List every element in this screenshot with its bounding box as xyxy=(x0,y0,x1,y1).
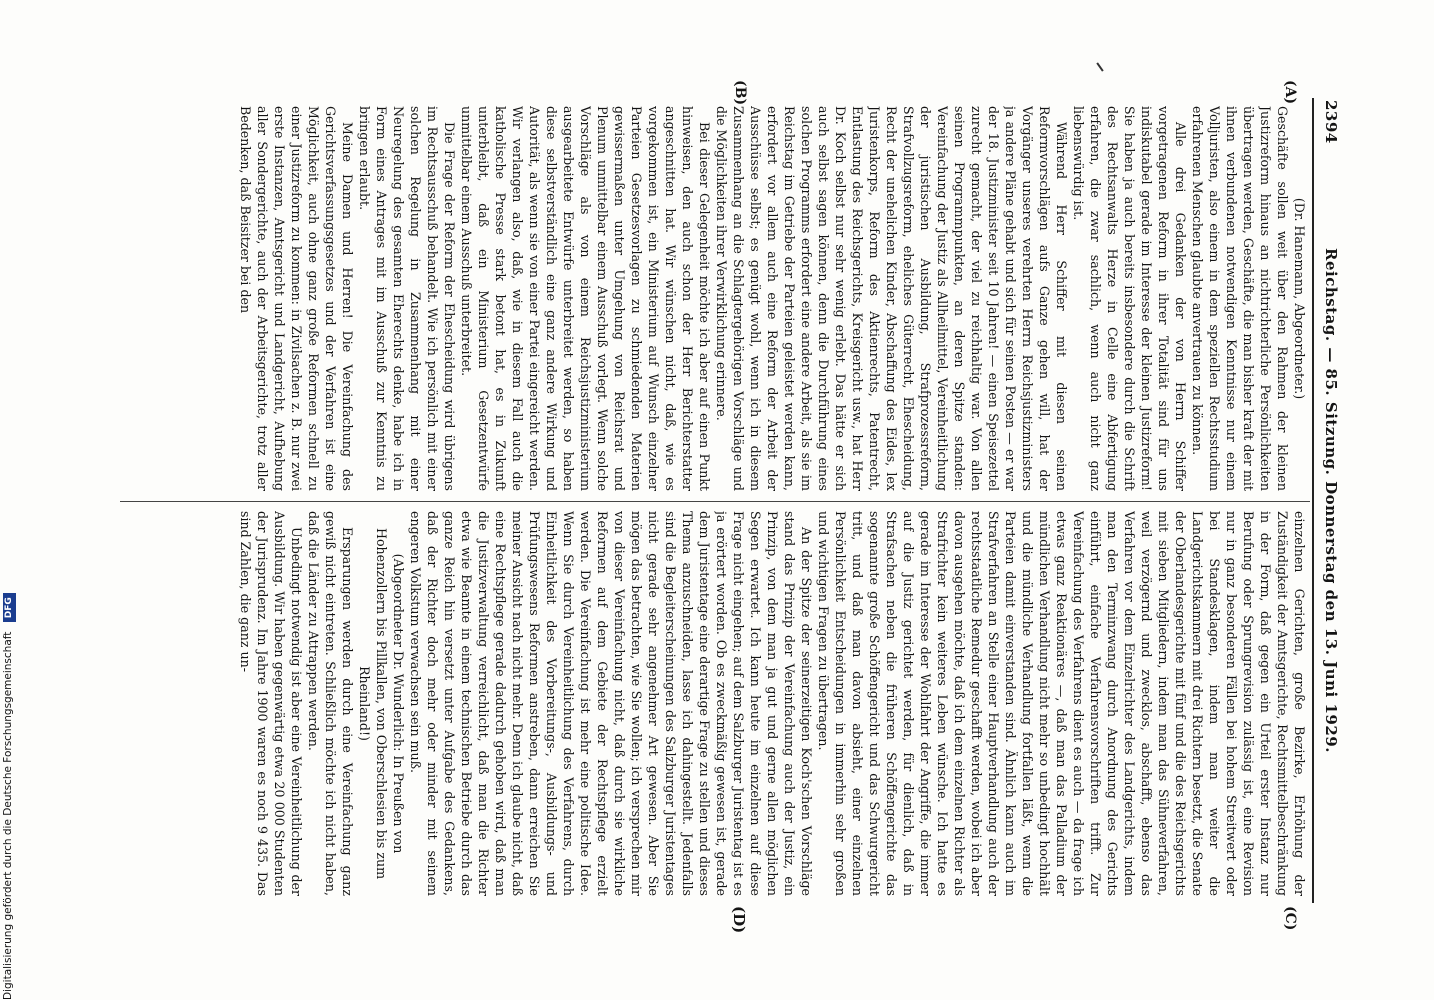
paragraph: An der Spitze der seinerzeitigen Koch'schen Vorschläge stand das Prinzip der Vereinfachung auch der Justiz, ein Prinzip, von dem man ja gut und gerne allen möglichen Segen erwartet. Ich kann heute im einzelnen auf diese Frage nicht eingehen; auf dem Salzburger Juristentag ist es ja erörtert worden. Ob es zweckmäßig gewesen ist, gerade dem Juristentage eine derartige Frage zu stellen und dieses Thema anzuschneiden, lasse ich dahingestellt. Jedenfalls sind die Begleiterscheinungen des Salzburger Juristentages nicht gerade sehr angenehmer Art gewesen. Aber Sie mögen das betrachten, wie Sie wollen; ich versprechen mir von dieser Vereinfachung nicht, daß durch sie wirkliche Reformen auf dem Gebiete der Rechtspflege erzielt werden. Die Vereinfachung ist mehr eine politische Idee. Wenn Sie durch Vereinheitlichung des Verfahrens, durch Einheitlichkeit des Vorbereitungs-, Ausbildungs- und Prüfungswesens Reformen anstreben, dann erreichen Sie meiner Ansicht nach nicht mehr. Denn ich glaube nicht, daß eine Rechtspflege gerade dadurch gehoben wird, daß man die Justizverwaltung verreichlicht, daß man die Richter etwa wie Beamte in einem technischen Betriebe durch das ganze Reich hin versetzt unter Aufgabe des Gedankens, daß der Richter doch mehr oder minder mit seinem engeren Volkstum verwachsen sein muß. xyxy=(408,511,814,896)
credit-text: Digitalisierung gefördert durch die Deutsche Forschungsgemeinschaft xyxy=(2,631,14,1000)
page-header xyxy=(1318,98,1340,903)
margin-marker-a: (A) xyxy=(1282,80,1298,105)
paragraph: Während Herr Schiffer mit diesen seinen Reformvorschlägen aufs Ganze gehen will, hat der Vorgänger unseres verehrten Herrn Reichsjustizministers ja andere Pläne gehabt und sich für seinen Posten — er war der 18. Justizminister seit 10 Jahren! — einen Speisezettel zurecht gemacht, der viel zu reichhaltig war. Von allen seinen Programmpunkten, an deren Spitze standen: Vereinfachung der Justiz als Allheilmittel, Vereinheitlichung der juristischen Ausbildung, Strafprozessreform, Strafvollzugsreform, eheliches Güterrecht, Ehescheidung, Recht der unehelichen Kinder, Abschaffung des Eides, lex Juristenkorps, Reform des Aktienrechts, Patentrecht, Entlastung des Reichsgerichts, Kreisgericht usw., hat Herr Dr. Koch selbst nur sehr wenig erlebt. Das hätte er sich auch selbst sagen können, denn die Durchführung eines solchen Programms erfordert eine andere Arbeit, als sie im Reichstag im Getriebe der Parteien geleistet werden kann, erfordert vor allem auch eine Reform der Arbeit der Ausschüsse selbst; es genügt wohl, wenn ich in diesem Zusammenhang an die Schlagtergehörigen Vorschläge und die Möglichkeiten ihrer Verwirklichung erinnere. xyxy=(714,106,1069,491)
margin-marker-d: (D) xyxy=(730,906,748,934)
paragraph: Alle drei Gedanken der von Herrn Schiffer vorgetragenen Reform in ihrer Totalität sind für uns indiskutabel gerade im Interesse der kleinen Justizreform! Sie haben ja auch bereits insbesondere durch die Schrift des Rechtsanwalts Herze in Celle eine Abfertigung erfahren, die zwar sachlich, wenn auch nicht ganz liebenswürdig ist. xyxy=(1071,106,1188,491)
paragraph: Die Frage der Reform der Ehescheidung wird übrigens im Rechtsausschuß behandelt. Wie ich persönlich mit einer solchen Regelung in Zusammenhang mit einer Neuregelung des gesamten Eherechts denke, habe ich in Form eines Antrages mit im Ausschuß zur Kenntnis zu bringen erlaubt. xyxy=(357,106,457,491)
right-text-column xyxy=(122,511,1308,896)
speaker-line: (Dr. Hanemann, Abgeordneter.) xyxy=(1292,197,1307,400)
paragraph: Ersparungen werden durch eine Vereinfachung ganz gewiß nicht eintreten. Schließlich möchte ich nicht haben, daß die Länder zu Attrappen werden. xyxy=(306,511,355,896)
rotated-document-page xyxy=(118,80,1340,934)
header-rule xyxy=(1312,98,1314,903)
margin-marker-b: (B) xyxy=(732,80,748,106)
page-number: 2394 xyxy=(1322,100,1340,144)
interjection: (Abgeordneter Dr. Wunderlich: In Preußen von Hohenzollern bis Pillkallen, von Oberschlesien bis zum Rheinland!) xyxy=(357,527,406,880)
margin-marker-c: (C) xyxy=(1282,906,1298,931)
paragraph: Unbedingt notwendig ist aber eine Vereinheitlichung der Ausbildung. Wir haben gegenwärtig etwa 20 000 Studenten der Jurisprudenz. Im Jahre 1900 waren es noch 9 435. Das sind Zahlen, die ganz un- xyxy=(238,511,304,896)
scan-mark xyxy=(1096,62,1103,71)
paragraph: Geschäfte sollen weit über den Rahmen der kleinen Justizreform hinaus an nichtrichterliche Persönlichkeiten übertragen werden, Geschäfte, die man bisher kraft der mit ihnen verbundenen notwendigen Kenntnisse nur einem Volljuristen, also einem in dem speziellen Rechtsstudium erfahrenen Menschen glaubte anvertrauen zu können. xyxy=(1190,106,1290,491)
left-text-column xyxy=(122,106,1308,491)
paragraph: Bei dieser Gelegenheit möchte ich aber auf einen Punkt hinweisen, den auch schon der Herr Berichterstatter angeschnitten hat. Wir wünschen nicht, daß, wie es vorgekommen ist, ein Ministerium auf Wunsch einzelner Parteien Gesetzesvorlagen zu schmiedenden Materien gewissermaßen unter Umgehung von Reichsrat und Plenum unmittelbar einem Ausschuß vorlegt. Wenn solche Vorschläge als von einem Reichsjustizministerium ausgearbeitete Entwürfe unterbreitet werden, so haben diese selbstverständlich eine ganz andere Wirkung und Autorität, als wenn sie von einer Partei eingereicht werden. Wir verlangen also, daß, wie in diesem Fall auch die katholische Presse stark betont hat, es in Zukunft unterbleibt, daß ein Ministerium Gesetzentwürfe unmittelbar einem Ausschuß unterbreitet. xyxy=(459,106,712,491)
dfg-logo: DFG xyxy=(3,593,16,622)
paragraph: Meine Damen und Herren! Die Vereinfachung des Gerichtsverfassungsgesetzes und der Verfahren ist eine Möglichkeit, auch ohne ganz große Reformen schnell zu einer Justizreform zu kommen: in Zivilsachen z. B. nur zwei erste Instanzen, Amtsgericht und Landgericht, Aufhebung aller Sondergerichte, auch der Arbeitsgerichte, trotz aller Bedenken, daß Beisitzer bei den xyxy=(238,106,355,491)
digitization-credit xyxy=(2,0,16,1000)
page-title: Reichstag. — 85. Sitzung. Donnerstag den 13. Juni 1929. xyxy=(1322,248,1340,753)
column-divider xyxy=(120,501,1310,502)
paragraph: einzelnen Gerichten, große Bezirke, Erhöhung der Zuständigkeit der Amtsgerichte, Rechtsmittelbeschränkung in der Form, daß gegen ein Urteil erster Instanz nur Berufung oder Sprungrevision zulässig ist, eine Revision nur in ganz besonderen Fällen bei hohem Streitwert oder bei Standesklagen, indem man weiter die Landgerichtskammern mit drei Richtern besetzt, die Senate der Oberlandesgerichte mit fünf und die des Reichsgerichts mit sieben Mitgliedern, indem man das Sühneverfahren, weil verzögernd und zwecklos, abschafft, ebenso das Verfahren vor dem Einzelrichter des Landgerichts, indem man den Terminzwang durch Anordnung des Gerichts einführt, einfache Verfahrensvorschriften trifft. Zur Vereinfachung des Verfahrens dient es auch — da frage ich etwas ganz Reaktionäres —, daß man das Palladium der mündlichen Verhandlung nicht mehr so unbedingt hochhält und die mündliche Verhandlung fortfallen läßt, wenn die Parteien damit einverstanden sind. Ähnlich kann auch im Strafverfahren an Stelle einer Hauptverhandlung auch der rechtsstaatliche Remedur geschafft werden, wobei ich aber davon ausgehen möchte, daß ich dem einzelnen Richter als Strafrichter kein weiteres Leben wünsche. Ich hatte es gerade im Interesse der Wohlfahrt der Angriffe, die immer auf die Justiz gerichtet werden, für dienlich, daß in Strafsachen neben die früheren Schöffengerichte das sogenannte große Schöffengericht und das Schwurgericht tritt, und daß man davon absieht, einer einzelnen Persönlichkeit Entscheidungen in immerhin sehr großen und wichtigen Fragen zu übertragen. xyxy=(816,511,1307,896)
